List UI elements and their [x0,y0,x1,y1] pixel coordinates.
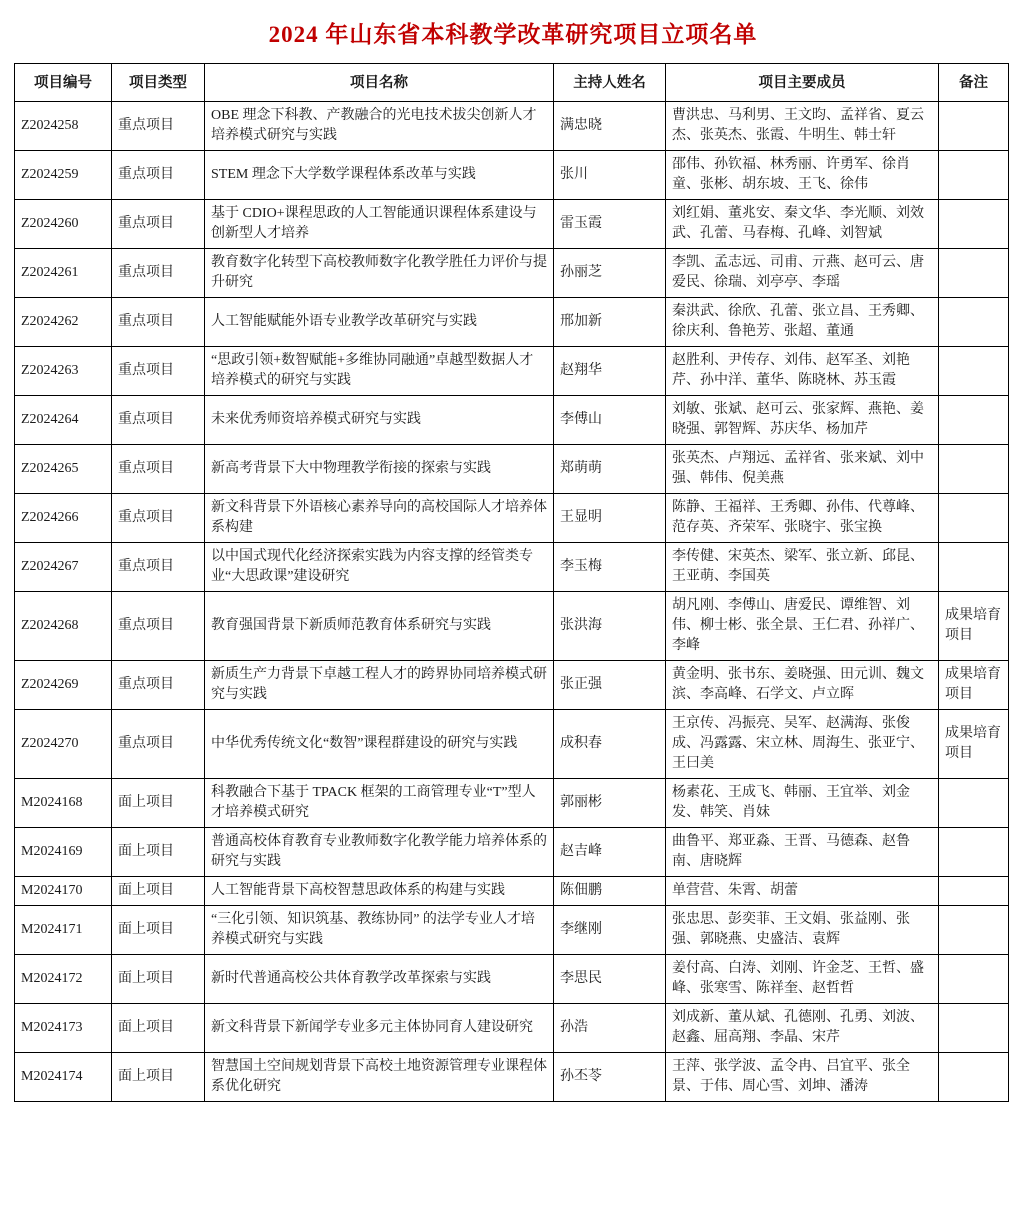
project-type-cell: 面上项目 [112,955,205,1004]
table-row [15,298,1009,347]
leader-name-cell: 李继刚 [554,906,666,955]
leader-name-cell: 张洪海 [554,592,666,661]
members-cell: 秦洪武、徐欣、孔蕾、张立昌、王秀卿、徐庆利、鲁艳芳、张超、董通 [666,298,939,347]
project-type-cell: 重点项目 [112,661,205,710]
project-type-cell: 面上项目 [112,828,205,877]
project-code-cell: Z2024258 [15,102,112,151]
project-title-cell: 普通高校体育教育专业教师数字化教学能力培养体系的研究与实践 [205,828,554,877]
project-title-cell: 新文科背景下新闻学专业多元主体协同育人建设研究 [205,1004,554,1053]
members-cell: 黄金明、张书东、姜晓强、田元训、魏文滨、李高峰、石学文、卢立晖 [666,661,939,710]
members-cell: 李传健、宋英杰、梁军、张立新、邱昆、王亚萌、李国英 [666,543,939,592]
members-cell: 赵胜利、尹传存、刘伟、赵军圣、刘艳芹、孙中洋、董华、陈晓林、苏玉霞 [666,347,939,396]
project-title-cell: 新质生产力背景下卓越工程人才的跨界协同培养模式研究与实践 [205,661,554,710]
table-row [15,1053,1009,1102]
members-cell: 张英杰、卢翔远、孟祥省、张来斌、刘中强、韩伟、倪美燕 [666,445,939,494]
project-code-cell: Z2024261 [15,249,112,298]
remarks-cell [939,877,1009,906]
table-row [15,347,1009,396]
leader-name-cell: 李玉梅 [554,543,666,592]
project-type-cell: 重点项目 [112,710,205,779]
leader-name-cell: 李傅山 [554,396,666,445]
project-title-cell: 新时代普通高校公共体育教学改革探索与实践 [205,955,554,1004]
project-code-cell: Z2024270 [15,710,112,779]
members-cell: 王京传、冯振亮、吴军、赵满海、张俊成、冯露露、宋立林、周海生、张亚宁、王曰美 [666,710,939,779]
remarks-cell [939,494,1009,543]
project-type-cell: 重点项目 [112,151,205,200]
remarks-cell [939,200,1009,249]
table-row [15,906,1009,955]
table-row [15,494,1009,543]
remarks-cell [939,102,1009,151]
remarks-cell [939,828,1009,877]
members-cell: 单营营、朱霄、胡蕾 [666,877,939,906]
project-code-cell: M2024168 [15,779,112,828]
members-cell: 李凯、孟志远、司甫、亓燕、赵可云、唐爱民、徐瑞、刘亭亭、李瑶 [666,249,939,298]
table-row [15,1004,1009,1053]
project-code-cell: Z2024266 [15,494,112,543]
table-row [15,249,1009,298]
project-code-cell: Z2024263 [15,347,112,396]
project-code-cell: M2024169 [15,828,112,877]
table-row [15,543,1009,592]
members-cell: 曹洪忠、马利男、王文昀、孟祥省、夏云杰、张英杰、张霞、牛明生、韩士轩 [666,102,939,151]
leader-name-cell: 邢加新 [554,298,666,347]
project-title-cell: 未来优秀师资培养模式研究与实践 [205,396,554,445]
remarks-cell [939,1004,1009,1053]
table-row [15,396,1009,445]
table-row [15,200,1009,249]
members-cell: 杨素花、王成飞、韩丽、王宜举、刘金发、韩笑、肖妹 [666,779,939,828]
project-type-cell: 重点项目 [112,445,205,494]
project-code-cell: M2024173 [15,1004,112,1053]
project-type-cell: 重点项目 [112,396,205,445]
members-cell: 陈静、王福祥、王秀卿、孙伟、代尊峰、范存英、齐荣军、张晓宇、张宝换 [666,494,939,543]
members-cell: 王萍、张学波、孟令冉、吕宜平、张全景、于伟、周心雪、刘坤、潘涛 [666,1053,939,1102]
remarks-cell: 成果培育项目 [939,592,1009,661]
table-row [15,877,1009,906]
column-header-project-code: 项目编号 [15,64,112,102]
remarks-cell: 成果培育项目 [939,710,1009,779]
project-code-cell: M2024174 [15,1053,112,1102]
project-code-cell: Z2024268 [15,592,112,661]
leader-name-cell: 孙丕苓 [554,1053,666,1102]
table-row [15,710,1009,779]
table-header-row [15,64,1009,102]
project-type-cell: 重点项目 [112,249,205,298]
project-title-cell: 人工智能赋能外语专业教学改革研究与实践 [205,298,554,347]
members-cell: 刘成新、董从斌、孔德刚、孔勇、刘波、赵鑫、屈高翔、李晶、宋芹 [666,1004,939,1053]
remarks-cell [939,396,1009,445]
leader-name-cell: 郑萌萌 [554,445,666,494]
project-title-cell: “三化引领、知识筑基、教练协同” 的法学专业人才培养模式研究与实践 [205,906,554,955]
project-title-cell: STEM 理念下大学数学课程体系改革与实践 [205,151,554,200]
project-title-cell: 基于 CDIO+课程思政的人工智能通识课程体系建设与创新型人才培养 [205,200,554,249]
project-type-cell: 面上项目 [112,906,205,955]
table-row [15,102,1009,151]
leader-name-cell: 赵吉峰 [554,828,666,877]
project-code-cell: Z2024259 [15,151,112,200]
project-code-cell: Z2024269 [15,661,112,710]
project-type-cell: 重点项目 [112,592,205,661]
members-cell: 张忠思、彭奕菲、王文娟、张益刚、张强、郭晓燕、史盛洁、袁辉 [666,906,939,955]
project-type-cell: 重点项目 [112,298,205,347]
project-code-cell: M2024172 [15,955,112,1004]
table-row [15,828,1009,877]
remarks-cell [939,445,1009,494]
project-code-cell: M2024170 [15,877,112,906]
column-header-project-type: 项目类型 [112,64,205,102]
leader-name-cell: 王显明 [554,494,666,543]
project-code-cell: Z2024260 [15,200,112,249]
table-row [15,955,1009,1004]
column-header-main-members: 项目主要成员 [666,64,939,102]
leader-name-cell: 雷玉霞 [554,200,666,249]
project-code-cell: Z2024262 [15,298,112,347]
project-type-cell: 重点项目 [112,494,205,543]
leader-name-cell: 张正强 [554,661,666,710]
project-type-cell: 面上项目 [112,1053,205,1102]
project-type-cell: 面上项目 [112,1004,205,1053]
project-type-cell: 重点项目 [112,543,205,592]
remarks-cell [939,779,1009,828]
leader-name-cell: 陈佃鹏 [554,877,666,906]
remarks-cell [939,1053,1009,1102]
project-type-cell: 重点项目 [112,347,205,396]
members-cell: 胡凡刚、李傅山、唐爱民、谭维智、刘伟、柳士彬、张全景、王仁君、孙祥广、李峰 [666,592,939,661]
project-type-cell: 重点项目 [112,102,205,151]
members-cell: 邵伟、孙钦福、林秀丽、许勇军、徐肖童、张彬、胡东坡、王飞、徐伟 [666,151,939,200]
project-code-cell: M2024171 [15,906,112,955]
project-title-cell: 人工智能背景下高校智慧思政体系的构建与实践 [205,877,554,906]
project-title-cell: 教育强国背景下新质师范教育体系研究与实践 [205,592,554,661]
table-body [15,102,1009,1102]
column-header-leader-name: 主持人姓名 [554,64,666,102]
remarks-cell [939,249,1009,298]
table-row [15,592,1009,661]
page-title: 2024 年山东省本科教学改革研究项目立项名单 [268,22,758,47]
project-code-cell: Z2024265 [15,445,112,494]
project-code-cell: Z2024267 [15,543,112,592]
remarks-cell [939,955,1009,1004]
column-header-project-title: 项目名称 [205,64,554,102]
project-list-table [14,63,1009,1102]
project-title-cell: 新文科背景下外语核心素养导向的高校国际人才培养体系构建 [205,494,554,543]
column-header-remarks: 备注 [939,64,1009,102]
leader-name-cell: 郭丽彬 [554,779,666,828]
project-title-cell: “思政引领+数智赋能+多维协同融通”卓越型数据人才培养模式的研究与实践 [205,347,554,396]
project-title-cell: 以中国式现代化经济探索实践为内容支撑的经管类专业“大思政课”建设研究 [205,543,554,592]
table-row [15,779,1009,828]
remarks-cell: 成果培育项目 [939,661,1009,710]
leader-name-cell: 张川 [554,151,666,200]
project-title-cell: 智慧国土空间规划背景下高校土地资源管理专业课程体系优化研究 [205,1053,554,1102]
table-row [15,151,1009,200]
project-title-cell: 教育数字化转型下高校教师数字化教学胜任力评价与提升研究 [205,249,554,298]
project-code-cell: Z2024264 [15,396,112,445]
remarks-cell [939,543,1009,592]
remarks-cell [939,151,1009,200]
project-title-cell: OBE 理念下科教、产教融合的光电技术拔尖创新人才培养模式研究与实践 [205,102,554,151]
table-row [15,445,1009,494]
leader-name-cell: 成积春 [554,710,666,779]
leader-name-cell: 孙丽芝 [554,249,666,298]
members-cell: 刘红娟、董兆安、秦文华、李光顺、刘效武、孔蕾、马春梅、孔峰、刘智斌 [666,200,939,249]
members-cell: 曲鲁平、郑亚淼、王晋、马德森、赵鲁南、唐晓辉 [666,828,939,877]
project-type-cell: 面上项目 [112,779,205,828]
leader-name-cell: 赵翔华 [554,347,666,396]
project-title-cell: 新高考背景下大中物理教学衔接的探索与实践 [205,445,554,494]
remarks-cell [939,347,1009,396]
project-title-cell: 科教融合下基于 TPACK 框架的工商管理专业“T”型人才培养模式研究 [205,779,554,828]
members-cell: 姜付高、白涛、刘刚、许金芝、王哲、盛峰、张寒雪、陈祥奎、赵哲哲 [666,955,939,1004]
project-title-cell: 中华优秀传统文化“数智”课程群建设的研究与实践 [205,710,554,779]
remarks-cell [939,298,1009,347]
project-type-cell: 面上项目 [112,877,205,906]
table-row [15,661,1009,710]
project-type-cell: 重点项目 [112,200,205,249]
leader-name-cell: 李思民 [554,955,666,1004]
leader-name-cell: 满忠晓 [554,102,666,151]
remarks-cell [939,906,1009,955]
leader-name-cell: 孙浩 [554,1004,666,1053]
members-cell: 刘敏、张斌、赵可云、张家辉、燕艳、姜晓强、郭智辉、苏庆华、杨加芹 [666,396,939,445]
